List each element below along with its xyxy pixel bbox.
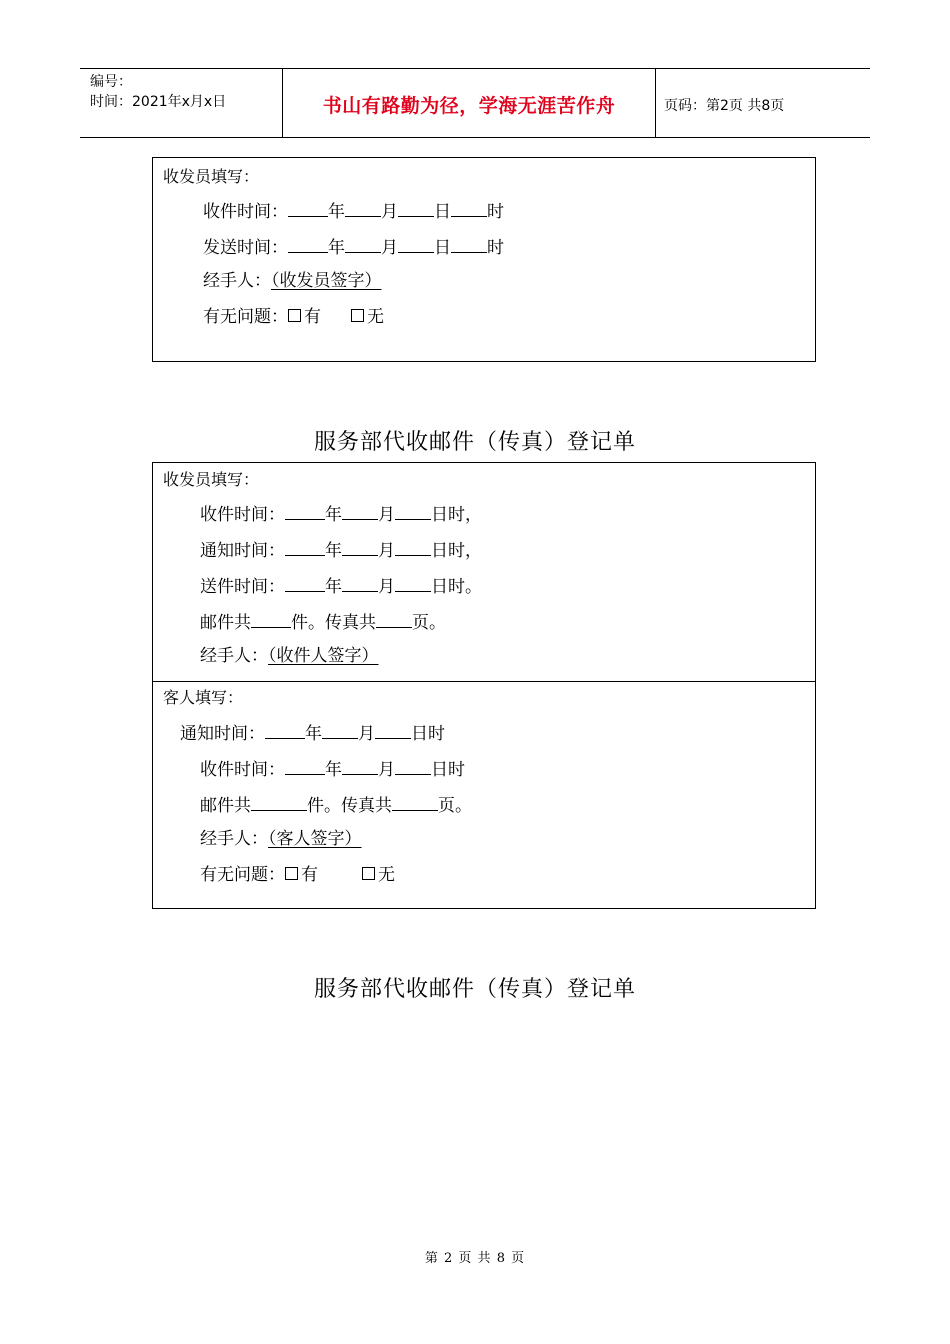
year-field[interactable] xyxy=(285,573,325,592)
guest-notify-time-row xyxy=(180,720,445,745)
unit-label: 日 xyxy=(434,202,451,222)
option-no[interactable]: 无 xyxy=(351,307,384,327)
year-field[interactable] xyxy=(285,501,325,520)
unit-label: 月 xyxy=(378,760,395,780)
field-label: 有无问题： xyxy=(200,865,285,885)
guest-receive-time-row xyxy=(200,756,465,781)
year-field[interactable] xyxy=(265,720,305,739)
receive-time-row xyxy=(200,501,482,526)
unit-label: 年 xyxy=(325,541,342,561)
field-label: 邮件共 xyxy=(200,613,251,633)
month-field[interactable] xyxy=(342,501,378,520)
unit-label: 时 xyxy=(487,238,504,258)
unit-label: 年 xyxy=(328,238,345,258)
year-field[interactable] xyxy=(288,234,328,253)
header-motto-cell xyxy=(282,69,656,137)
unit-label: 月 xyxy=(378,577,395,597)
checkbox-icon[interactable] xyxy=(362,867,375,880)
field-label: 经手人： xyxy=(200,829,268,849)
header-page-info: 页码：第2页 共8页 xyxy=(664,98,785,114)
unit-label: 日时 xyxy=(411,724,445,744)
field-label: 经手人： xyxy=(203,271,271,291)
document-number-label: 编号： xyxy=(90,74,132,90)
notify-time-row xyxy=(200,537,482,562)
month-field[interactable] xyxy=(345,198,381,217)
option-yes[interactable]: 有 xyxy=(288,307,321,327)
unit-label: 月 xyxy=(358,724,375,744)
field-label: 通知时间： xyxy=(180,724,265,744)
field-label: 送件时间： xyxy=(200,577,285,597)
header-motto: 书山有路勤为径，学海无涯苦作舟 xyxy=(322,95,616,117)
field-label: 有无问题： xyxy=(203,307,288,327)
section-title: 收发员填写： xyxy=(163,167,260,186)
staff-signature-field[interactable]: （收发员签字） xyxy=(271,271,382,291)
guest-issue-row xyxy=(200,864,395,886)
field-label: 发送时间： xyxy=(203,238,288,258)
option-no[interactable]: 无 xyxy=(362,865,395,885)
hour-field[interactable] xyxy=(451,198,487,217)
field-label: 收件时间： xyxy=(200,505,285,525)
checkbox-icon[interactable] xyxy=(351,309,364,322)
unit-label: 日时， xyxy=(431,541,482,561)
section-title: 客人填写： xyxy=(163,688,244,707)
unit-label: 月 xyxy=(378,505,395,525)
unit-label: 页。 xyxy=(438,796,472,816)
day-field[interactable] xyxy=(398,198,434,217)
guest-signature-field[interactable]: （客人签字） xyxy=(268,829,362,849)
year-field[interactable] xyxy=(288,198,328,217)
field-label: 通知时间： xyxy=(200,541,285,561)
year-field[interactable] xyxy=(285,537,325,556)
option-yes[interactable]: 有 xyxy=(285,865,318,885)
unit-label: 件。传真共 xyxy=(307,796,392,816)
section-title: 收发员填写： xyxy=(163,470,260,489)
receiver-signature-field[interactable]: （收件人签字） xyxy=(268,646,379,666)
day-field[interactable] xyxy=(395,537,431,556)
page-footer: 第 2 页 共 8 页 xyxy=(424,1251,526,1266)
form-title: 服务部代收邮件（传真）登记单 xyxy=(313,977,636,1002)
unit-label: 年 xyxy=(325,760,342,780)
guest-handler-row xyxy=(200,828,362,850)
receive-time-row xyxy=(203,198,504,223)
unit-label: 件。传真共 xyxy=(291,613,376,633)
fax-pages-field[interactable] xyxy=(392,792,438,811)
day-field[interactable] xyxy=(395,756,431,775)
day-field[interactable] xyxy=(395,573,431,592)
day-field[interactable] xyxy=(395,501,431,520)
hour-field[interactable] xyxy=(451,234,487,253)
month-field[interactable] xyxy=(342,573,378,592)
unit-label: 年 xyxy=(325,577,342,597)
guest-mail-count-row xyxy=(200,792,472,817)
mail-count-field[interactable] xyxy=(251,792,307,811)
unit-label: 时 xyxy=(487,202,504,222)
handler-row xyxy=(203,270,382,292)
unit-label: 页。 xyxy=(412,613,446,633)
field-label: 收件时间： xyxy=(200,760,285,780)
checkbox-icon[interactable] xyxy=(285,867,298,880)
mail-count-row xyxy=(200,609,446,634)
form-title: 服务部代收邮件（传真）登记单 xyxy=(313,430,636,455)
unit-label: 年 xyxy=(325,505,342,525)
unit-label: 日时， xyxy=(431,505,482,525)
issue-row xyxy=(203,306,384,328)
mail-count-field[interactable] xyxy=(251,609,291,628)
deliver-time-row xyxy=(200,573,482,598)
document-date: 时间：2021年x月x日 xyxy=(90,94,227,110)
field-label: 收件时间： xyxy=(203,202,288,222)
month-field[interactable] xyxy=(342,756,378,775)
unit-label: 年 xyxy=(305,724,322,744)
send-time-row xyxy=(203,234,504,259)
day-field[interactable] xyxy=(375,720,411,739)
unit-label: 月 xyxy=(381,202,398,222)
mail-register-box xyxy=(152,462,816,909)
header-meta-cell xyxy=(80,69,282,137)
unit-label: 日 xyxy=(434,238,451,258)
unit-label: 日时 xyxy=(431,760,465,780)
page-header xyxy=(80,68,870,138)
unit-label: 年 xyxy=(328,202,345,222)
handler-row xyxy=(200,645,379,667)
field-label: 经手人： xyxy=(200,646,268,666)
day-field[interactable] xyxy=(398,234,434,253)
fax-pages-field[interactable] xyxy=(376,609,412,628)
unit-label: 日时。 xyxy=(431,577,482,597)
header-page-cell xyxy=(656,69,870,137)
section-divider xyxy=(153,681,815,682)
unit-label: 月 xyxy=(381,238,398,258)
form-staff-box xyxy=(152,157,816,362)
unit-label: 月 xyxy=(378,541,395,561)
month-field[interactable] xyxy=(342,537,378,556)
year-field[interactable] xyxy=(285,756,325,775)
checkbox-icon[interactable] xyxy=(288,309,301,322)
month-field[interactable] xyxy=(345,234,381,253)
field-label: 邮件共 xyxy=(200,796,251,816)
month-field[interactable] xyxy=(322,720,358,739)
